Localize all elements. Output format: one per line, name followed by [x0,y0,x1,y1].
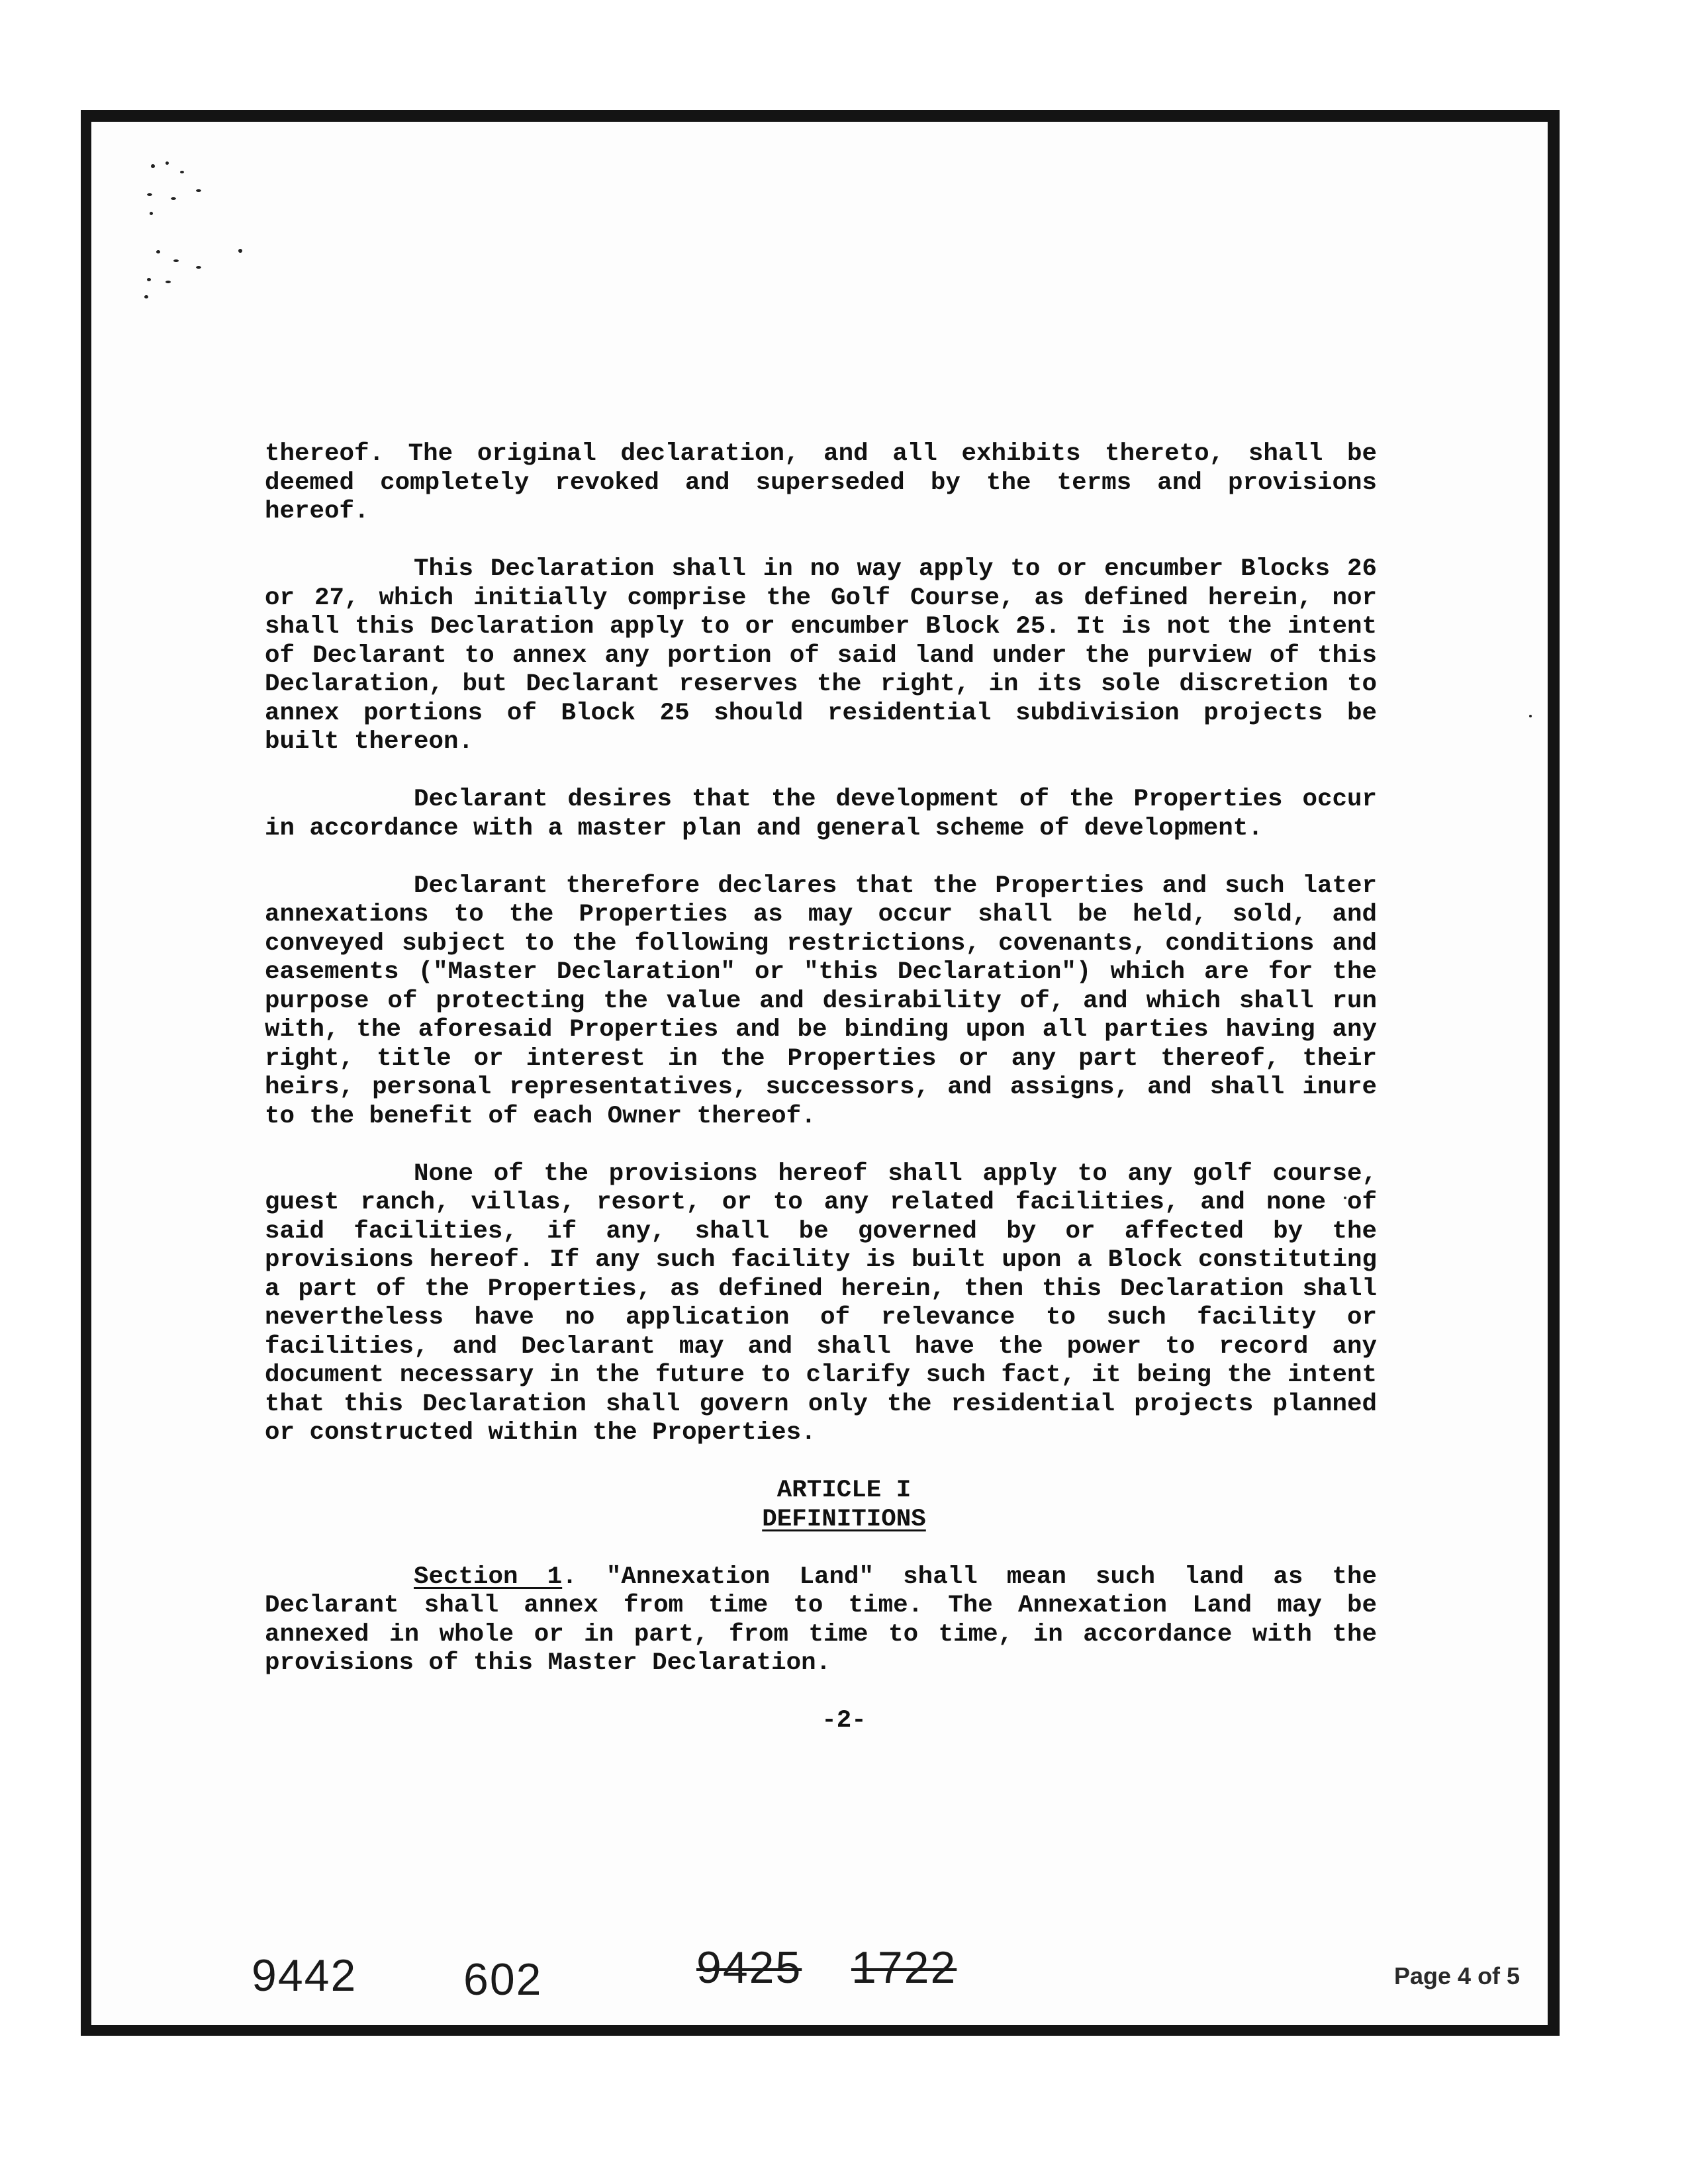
recording-page-stamp: 602 [463,1954,543,2005]
scan-speck [151,164,155,168]
paragraph: Declarant desires that the development of the Properties occur in accordance with a master plan and general scheme of development. [265,786,1377,842]
scan-speck [156,250,160,253]
scan-speck [165,161,169,165]
scan-speck [173,259,179,262]
recording-book-stamp: 9442 [252,1950,357,2001]
scan-speck [144,295,148,298]
scan-speck [165,281,171,283]
article-subheading-text: DEFINITIONS [762,1505,926,1533]
page-number: -2- [821,1707,867,1735]
document-body [265,440,1377,1736]
paragraph: thereof. The original declaration, and all exhibits thereto, shall be deemed completely revoked and superseded by the terms and provisions hereof. [265,440,1377,525]
scan-speck [238,249,242,253]
scan-speck [147,278,151,281]
struck-page-stamp: 1722 [851,1942,957,1993]
section-text: . "Annexation Land" shall mean such land as the Declarant shall annex from time to time. The Annexation Land may be annexed in whole or in part, from time to time, in accordance with the provisions of this Master Declaration. [265,1563,1377,1677]
scan-speck [147,193,152,196]
paragraph: None of the provisions hereof shall apply to any golf course, guest ranch, villas, resort, or to any related facilities, and none of said facilities, if any, shall be governed by or affected by the provisions hereof. If any such facility is built upon a Block constituting a part of the Properties, as defined herein, then this Declaration shall nevertheless have no application of relevance to such facility or facilities, and Declarant may and shall have the power to record any document necessary in the future to clarify such fact, it being the intent that this Declaration shall govern only the residential projects planned or constructed within the Properties. [265,1160,1377,1447]
scan-speck [1529,715,1532,717]
scan-speck [196,266,201,269]
section-label: Section 1 [414,1563,563,1591]
scan-speck [171,197,176,200]
paragraph: This Declaration shall in no way apply to or encumber Blocks 26 or 27, which initially comprise the Golf Course, as defined herein, nor shall this Declaration apply to or encumber Block 25. It is not the intent of Declarant to annex any portion of said land under the purview of this Declaration, but Declarant reserves the right, in its sole discretion to annex portions of Block 25 should residential subdivision projects be built thereon. [265,555,1377,756]
paragraph: Declarant therefore declares that the Properties and such later annexations to the Properties as may occur shall be held, sold, and conveyed subject to the following restrictions, covenants, conditions and easements ("Master Declaration" or "this Declaration") which are for the purpose of protecting the value and desirability of, and which shall run with, the aforesaid Properties and be binding upon all parties having any right, title or interest in the Properties or any part thereof, their heirs, personal representatives, successors, and assigns, and shall inure to the benefit of each Owner thereof. [265,872,1377,1130]
page-indicator: Page 4 of 5 [1394,1962,1521,1989]
scan-speck [180,171,184,173]
article-heading: ARTICLE I [776,1477,912,1504]
section-1-paragraph [265,1563,1377,1678]
scan-speck [150,212,153,215]
struck-book-stamp: 9425 [696,1942,802,1993]
scan-speck [196,189,201,192]
article-subheading [265,1506,1377,1535]
